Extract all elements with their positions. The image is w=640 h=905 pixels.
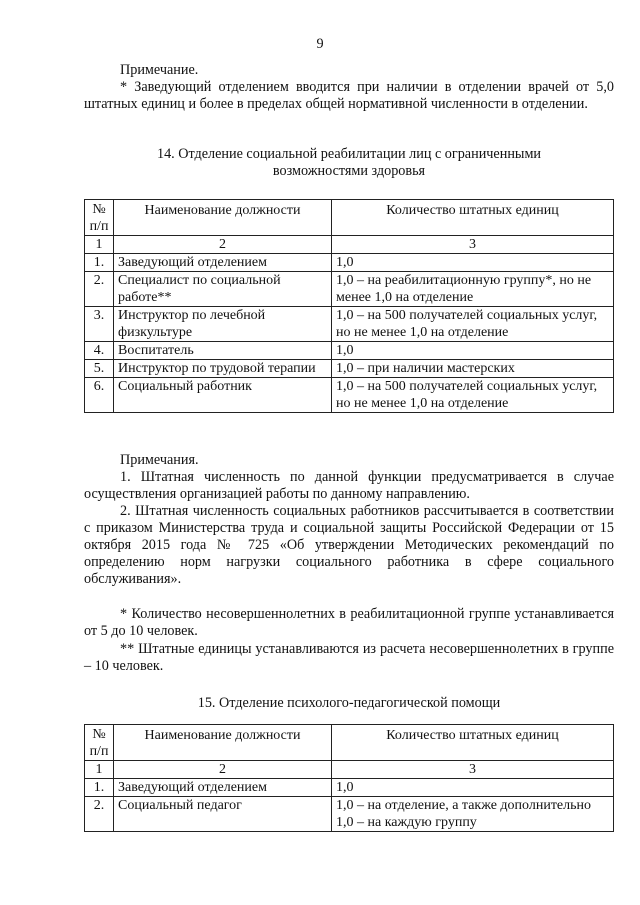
row-num: 5. <box>85 360 114 378</box>
header-name: Наименование должности <box>114 725 332 761</box>
column-number-row <box>85 236 614 254</box>
table-row <box>85 307 614 342</box>
row-position: Воспитатель <box>114 342 332 360</box>
notes14-star-2: ** Штатные единицы устанавливаются из расчета несовершеннолетних в группе – 10 человек. <box>84 641 614 674</box>
colnum-3: 3 <box>332 236 614 254</box>
note-title: Примечание. <box>120 62 199 78</box>
table-row <box>85 797 614 832</box>
notes14-item-2: 2. Штатная численность социальных работников рассчитывается в соответствии с приказом Министерства труда и социальной защиты Российской Федерации от 15 октября 2015 года № 725 «Об утверждении Методических рекомендаций по определению норм нагрузки социального работника в сфере социального обслуживания». <box>84 503 614 587</box>
page-number: 9 <box>316 36 324 52</box>
section14-title-line1: 14. Отделение социальной реабилитации лиц с ограниченными <box>156 146 542 162</box>
header-num: № п/п <box>85 725 114 761</box>
row-qty: 1,0 <box>332 342 614 360</box>
section14-title <box>84 146 614 180</box>
note-text: * Заведующий отделением вводится при наличии в отделении врачей от 5,0 штатных единиц и более в пределах общей нормативной численности в отделении. <box>84 79 614 112</box>
row-qty: 1,0 <box>332 254 614 272</box>
row-qty: 1,0 – на 500 получателей социальных услуг, но не менее 1,0 на отделение <box>332 307 614 342</box>
row-position: Социальный работник <box>114 378 332 413</box>
row-position: Социальный педагог <box>114 797 332 832</box>
table-row <box>85 342 614 360</box>
row-num: 6. <box>85 378 114 413</box>
row-num: 2. <box>85 797 114 832</box>
section15-title: 15. Отделение психолого-педагогической помощи <box>197 695 501 711</box>
section15-table <box>84 724 614 832</box>
row-num: 4. <box>85 342 114 360</box>
row-position: Инструктор по лечебной физкультуре <box>114 307 332 342</box>
row-position: Специалист по социальной работе** <box>114 272 332 307</box>
row-qty: 1,0 – на 500 получателей социальных услуг, но не менее 1,0 на отделение <box>332 378 614 413</box>
row-num: 1. <box>85 779 114 797</box>
row-num: 3. <box>85 307 114 342</box>
colnum-1: 1 <box>85 236 114 254</box>
notes14-item-1: 1. Штатная численность по данной функции предусматривается в случае осуществления организацией работы по данному направлению. <box>84 469 614 502</box>
section14-table <box>84 199 614 413</box>
row-qty: 1,0 – при наличии мастерских <box>332 360 614 378</box>
row-qty: 1,0 – на отделение, а также дополнительно 1,0 – на каждую группу <box>332 797 614 832</box>
table-row <box>85 360 614 378</box>
header-num: № п/п <box>85 200 114 236</box>
table-row <box>85 254 614 272</box>
row-position: Заведующий отделением <box>114 779 332 797</box>
row-num: 1. <box>85 254 114 272</box>
table-header-row <box>85 200 614 236</box>
table-header-row <box>85 725 614 761</box>
header-qty: Количество штатных единиц <box>332 725 614 761</box>
colnum-2: 2 <box>114 236 332 254</box>
notes14-title: Примечания. <box>120 452 199 468</box>
table-row <box>85 779 614 797</box>
colnum-1: 1 <box>85 761 114 779</box>
row-position: Заведующий отделением <box>114 254 332 272</box>
row-qty: 1,0 <box>332 779 614 797</box>
notes14-star-1: * Количество несовершеннолетних в реабилитационной группе устанавливается от 5 до 10 человек. <box>84 606 614 639</box>
colnum-3: 3 <box>332 761 614 779</box>
row-position: Инструктор по трудовой терапии <box>114 360 332 378</box>
column-number-row <box>85 761 614 779</box>
section14-title-line2: возможностями здоровья <box>272 163 426 179</box>
header-qty: Количество штатных единиц <box>332 200 614 236</box>
table-row <box>85 378 614 413</box>
header-name: Наименование должности <box>114 200 332 236</box>
row-qty: 1,0 – на реабилитационную группу*, но не менее 1,0 на отделение <box>332 272 614 307</box>
table-row <box>85 272 614 307</box>
colnum-2: 2 <box>114 761 332 779</box>
row-num: 2. <box>85 272 114 307</box>
